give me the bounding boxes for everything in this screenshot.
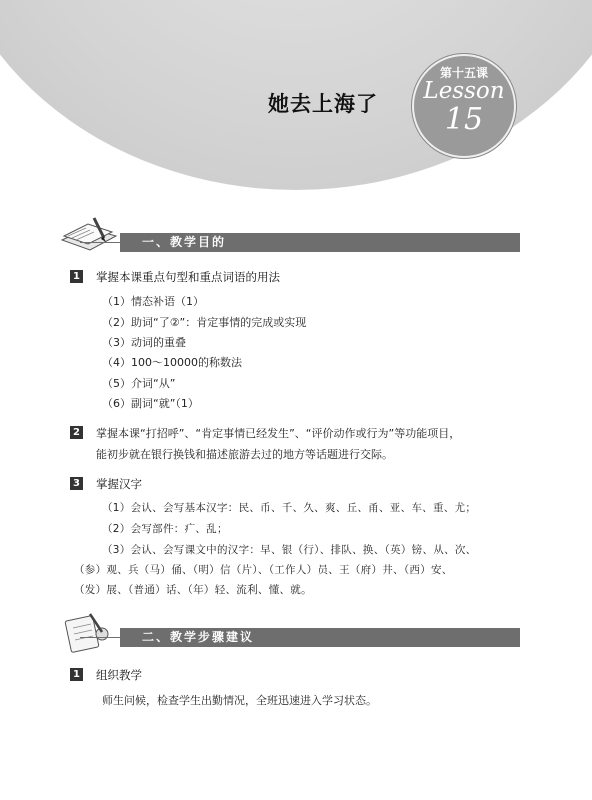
list-item: （发）展、（普通）话、（年）轻、流利、懂、就。: [74, 584, 312, 596]
list-item: （1）情态补语（1）: [102, 295, 204, 308]
list-item: （3）会认、会写课文中的汉字：早、银（行）、排队、换、（英）镑、从、次、: [102, 544, 477, 556]
section-teaching-steps: 二、教学步骤建议: [120, 628, 520, 647]
item-heading: 组织教学: [96, 668, 142, 682]
item-heading: 掌握汉字: [96, 477, 142, 491]
list-item: （6）副词“就”（1）: [102, 397, 199, 410]
paragraph-line: 师生问候，检查学生出勤情况，全班迅速进入学习状态。: [102, 694, 377, 707]
section-teaching-goals: 一、教学目的: [120, 233, 520, 252]
list-item: （4）100～10000的称数法: [102, 356, 242, 369]
list-item: （参）观、兵（马）俑、（明）信（片）、（工作人）员、王（府）井、（西）安、: [74, 564, 453, 576]
list-item: （5）介词“从”: [102, 377, 176, 390]
lesson-title: 她去上海了: [268, 92, 378, 116]
item-number: 1: [70, 668, 83, 681]
paragraph-line: 能初步就在银行换钱和描述旅游去过的地方等话题进行交际。: [96, 448, 393, 461]
item-number: 3: [70, 477, 83, 490]
item-heading: 掌握本课重点句型和重点词语的用法: [96, 270, 280, 284]
list-item: （2）助词“了②”：肯定事情的完成或实现: [102, 316, 307, 329]
badge-lesson-number: 15: [444, 102, 484, 137]
item-number: 2: [70, 426, 83, 439]
badge-lesson-cn: 第十五课: [439, 66, 488, 80]
list-item: （1）会认、会写基本汉字：民、币、千、久、爽、丘、甬、亚、车、重、尤；: [102, 502, 477, 514]
lesson-badge: [412, 54, 516, 158]
list-item: （2）会写部件：疒、乱；: [102, 523, 228, 535]
clipboard-icon: [60, 610, 116, 654]
list-item: （3）动词的重叠: [102, 336, 186, 349]
badge-lesson-en: Lesson: [423, 78, 505, 104]
paragraph-line: 掌握本课“打招呼”、“肯定事情已经发生”、“评价动作或行为”等功能项目，: [96, 427, 461, 440]
book-pencil-icon: [58, 214, 120, 254]
item-number: 1: [70, 270, 83, 283]
